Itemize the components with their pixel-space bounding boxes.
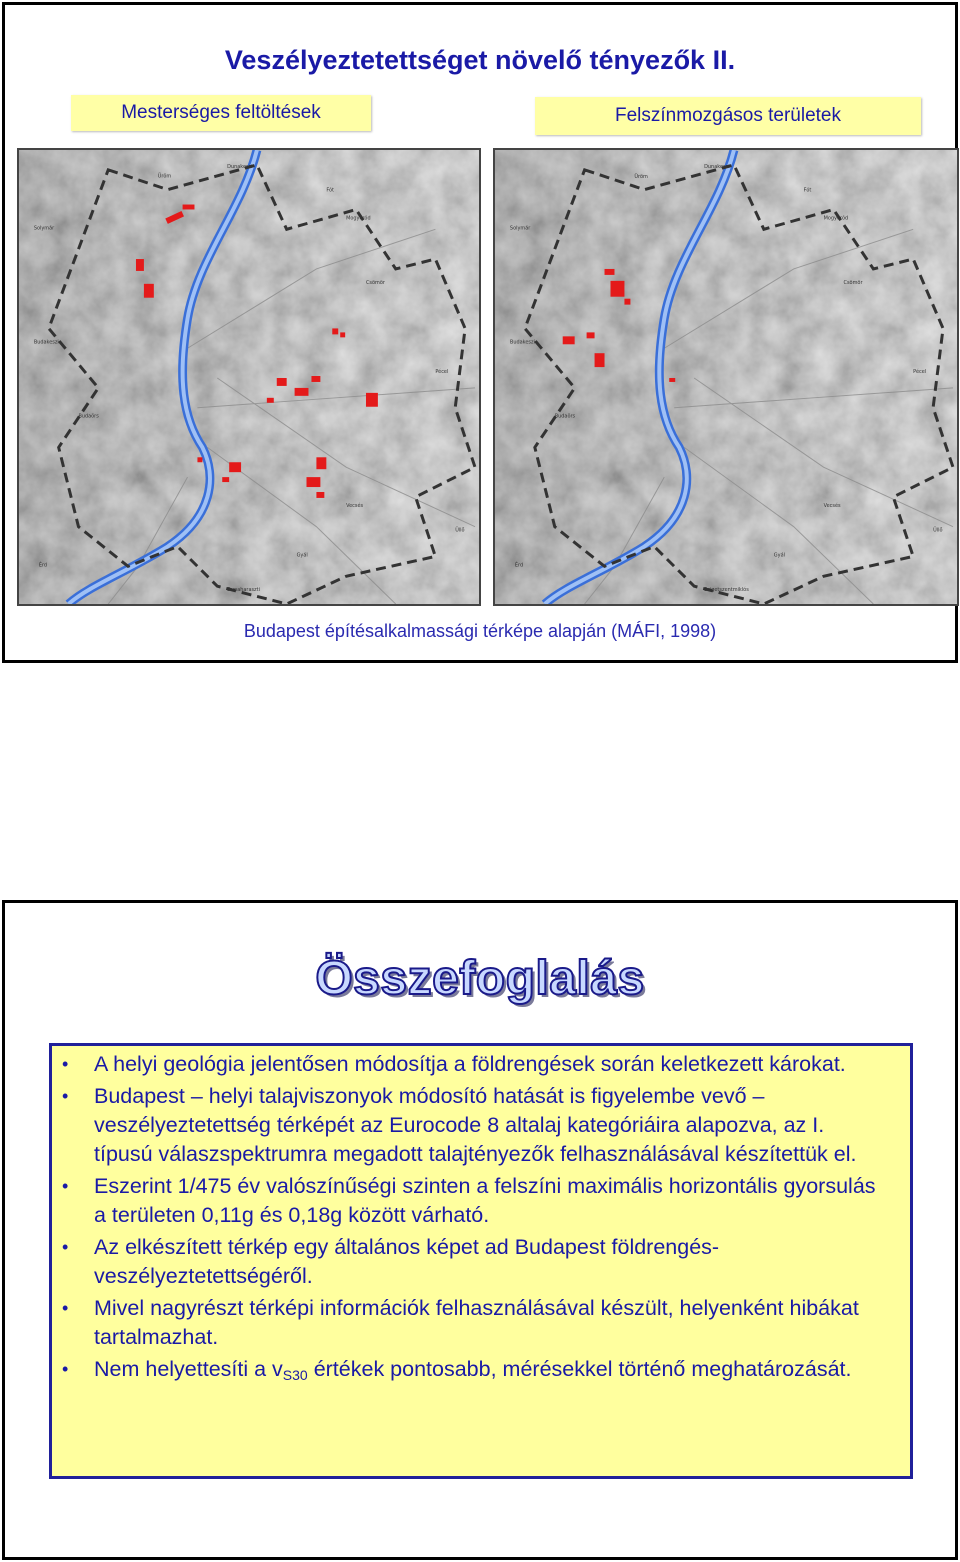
svg-text:Dunakeszi: Dunakeszi	[704, 163, 730, 170]
bullet-6	[94, 1355, 880, 1384]
svg-text:Gyál: Gyál	[296, 552, 308, 559]
slide-summary	[2, 900, 958, 1560]
svg-text:Érd: Érd	[38, 562, 48, 569]
svg-text:Dunaharaszti: Dunaharaszti	[227, 587, 260, 594]
svg-text:Vecsés: Vecsés	[346, 502, 364, 509]
bullet-6-post: értékek pontosabb, mérésekkel történő meghatározását.	[307, 1357, 852, 1381]
map-landslide-areas	[493, 148, 959, 606]
svg-text:Érd: Érd	[514, 562, 524, 569]
svg-text:Budakeszi: Budakeszi	[509, 339, 536, 346]
bullet-4: • Az elkészített térkép egy általános képet ad Budapest földrengés-veszélyeztetettségéről.	[94, 1233, 880, 1291]
bullet-1: • A helyi geológia jelentősen módosítja a földrengések során keletkezett károkat.	[94, 1050, 880, 1079]
svg-text:Pécel: Pécel	[435, 369, 449, 376]
bullet-3: • Eszerint 1/475 év valószínűségi szinten a felszíni maximális horizontális gyorsulás a területen 0,11g és 0,18g között várható.	[94, 1172, 880, 1230]
svg-text:Pécel: Pécel	[913, 369, 927, 376]
map-artificial-fills	[17, 148, 481, 606]
svg-text:Üröm: Üröm	[634, 173, 648, 180]
svg-text:Solymár: Solymár	[33, 225, 55, 232]
svg-text:Üllő: Üllő	[933, 527, 943, 534]
svg-text:Mogyoród: Mogyoród	[346, 215, 371, 222]
svg-text:Vecsés: Vecsés	[823, 502, 841, 509]
svg-text:Gyál: Gyál	[773, 552, 786, 559]
slide-title: Veszélyeztetettséget növelő tényezők II.	[224, 45, 736, 75]
map-caption: Budapest építésalkalmassági térképe alapján (MÁFI, 1998)	[243, 621, 717, 641]
svg-text:Solymár: Solymár	[509, 225, 531, 232]
bullet-6-pre: Nem helyettesíti a v	[94, 1357, 283, 1381]
svg-text:Üröm: Üröm	[157, 173, 172, 180]
svg-text:Budaörs: Budaörs	[78, 413, 99, 420]
svg-text:Budakeszi: Budakeszi	[33, 339, 59, 346]
label-artificial-fills: Mesterséges feltöltések	[71, 95, 371, 131]
svg-text:Budaörs: Budaörs	[554, 413, 576, 420]
svg-text:Csömör: Csömör	[843, 279, 863, 286]
label-landslide-areas: Felszínmozgásos területek	[535, 97, 921, 135]
summary-title: Összefoglalás	[315, 952, 645, 1005]
svg-text:Fót: Fót	[803, 187, 812, 194]
summary-list	[94, 1050, 880, 1384]
svg-text:Dunakeszi: Dunakeszi	[227, 163, 253, 170]
svg-text:Mogyoród: Mogyoród	[823, 215, 849, 222]
vs30-subscript: S30	[282, 1367, 308, 1383]
slide-hazard-factors	[2, 2, 958, 663]
svg-text:Szigetszentmiklós: Szigetszentmiklós	[704, 587, 749, 594]
summary-box	[49, 1043, 913, 1479]
svg-text:Csömör: Csömör	[365, 279, 385, 286]
svg-text:Fót: Fót	[326, 187, 334, 194]
bullet-2: • Budapest – helyi talajviszonyok módosító hatását is figyelembe vevő – veszélyeztetettség térképét az Eurocode 8 altalaj kategóriáira alapozva, az I. típusú válaszspektrumra megadott talajtényezők felhasználásával készítettük el.	[94, 1082, 880, 1169]
svg-text:Üllő: Üllő	[455, 527, 465, 534]
bullet-5: • Mivel nagyrészt térképi információk felhasználásával készült, helyenként hibákat tartalmazhat.	[94, 1294, 880, 1352]
